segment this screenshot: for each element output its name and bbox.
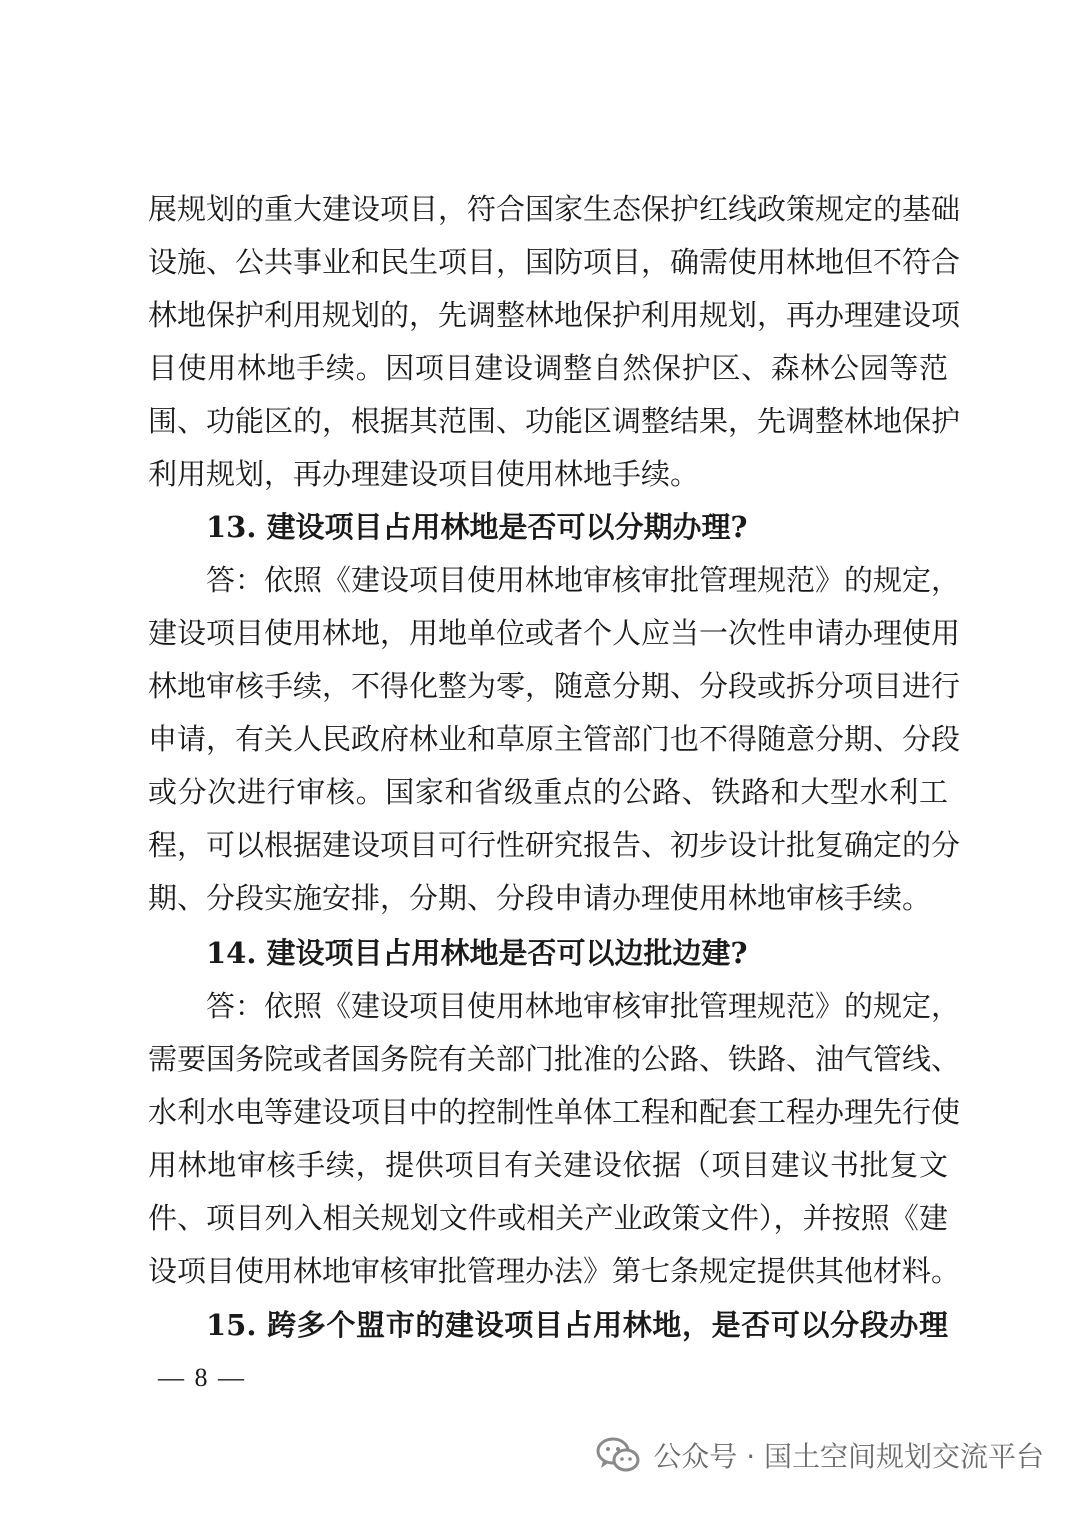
question-heading: 15. 跨多个盟市的建设项目占用林地，是否可以分段办理 — [206, 1308, 948, 1342]
question-heading: 14. 建设项目占用林地是否可以边批边建? — [206, 936, 748, 970]
text-line: 设施、公共事业和民生项目，国防项目，确需使用林地但不符合 — [148, 245, 961, 279]
text-line: 林地审核手续，不得化整为零，随意分期、分段或拆分项目进行 — [148, 669, 961, 703]
text-line: 答：依照《建设项目使用林地审核审批管理规范》的规定， — [206, 563, 961, 597]
watermark-text: 公众号 · 国土空间规划交流平台 — [653, 1440, 1044, 1473]
text-line: 答：依照《建设项目使用林地审核审批管理规范》的规定， — [206, 989, 961, 1023]
page-number: — 8 — — [158, 1363, 246, 1392]
text-line: 林地保护利用规划的，先调整林地保护利用规划，再办理建设项 — [148, 298, 961, 332]
text-line: 建设项目使用林地，用地单位或者个人应当一次性申请办理使用 — [148, 616, 961, 650]
wechat-icon — [595, 1435, 641, 1475]
text-line: 或分次进行审核。国家和省级重点的公路、铁路和大型水利工 — [148, 775, 948, 809]
text-line: 展规划的重大建设项目，符合国家生态保护红线政策规定的基础 — [148, 192, 961, 226]
text-line: 件、项目列入相关规划文件或相关产业政策文件），并按照《建 — [148, 1201, 948, 1235]
text-line: 围、功能区的，根据其范围、功能区调整结果，先调整林地保护 — [148, 404, 961, 438]
text-line: 申请，有关人民政府林业和草原主管部门也不得随意分期、分段 — [148, 722, 961, 756]
watermark — [595, 1430, 1044, 1480]
text-line: 利用规划，再办理建设项目使用林地手续。 — [148, 457, 700, 491]
text-line: 用林地审核手续，提供项目有关建设依据（项目建议书批复文 — [148, 1148, 948, 1182]
text-line: 设项目使用林地审核审批管理办法》第七条规定提供其他材料。 — [148, 1254, 961, 1288]
text-line: 水利水电等建设项目中的控制性单体工程和配套工程办理先行使 — [148, 1095, 961, 1129]
text-line: 期、分段实施安排，分期、分段申请办理使用林地审核手续。 — [148, 881, 932, 915]
text-line: 目使用林地手续。因项目建设调整自然保护区、森林公园等范 — [148, 351, 948, 385]
question-heading: 13. 建设项目占用林地是否可以分期办理? — [206, 510, 748, 544]
text-line: 程，可以根据建设项目可行性研究报告、初步设计批复确定的分 — [148, 828, 961, 862]
text-line: 需要国务院或者国务院有关部门批准的公路、铁路、油气管线、 — [148, 1042, 961, 1076]
